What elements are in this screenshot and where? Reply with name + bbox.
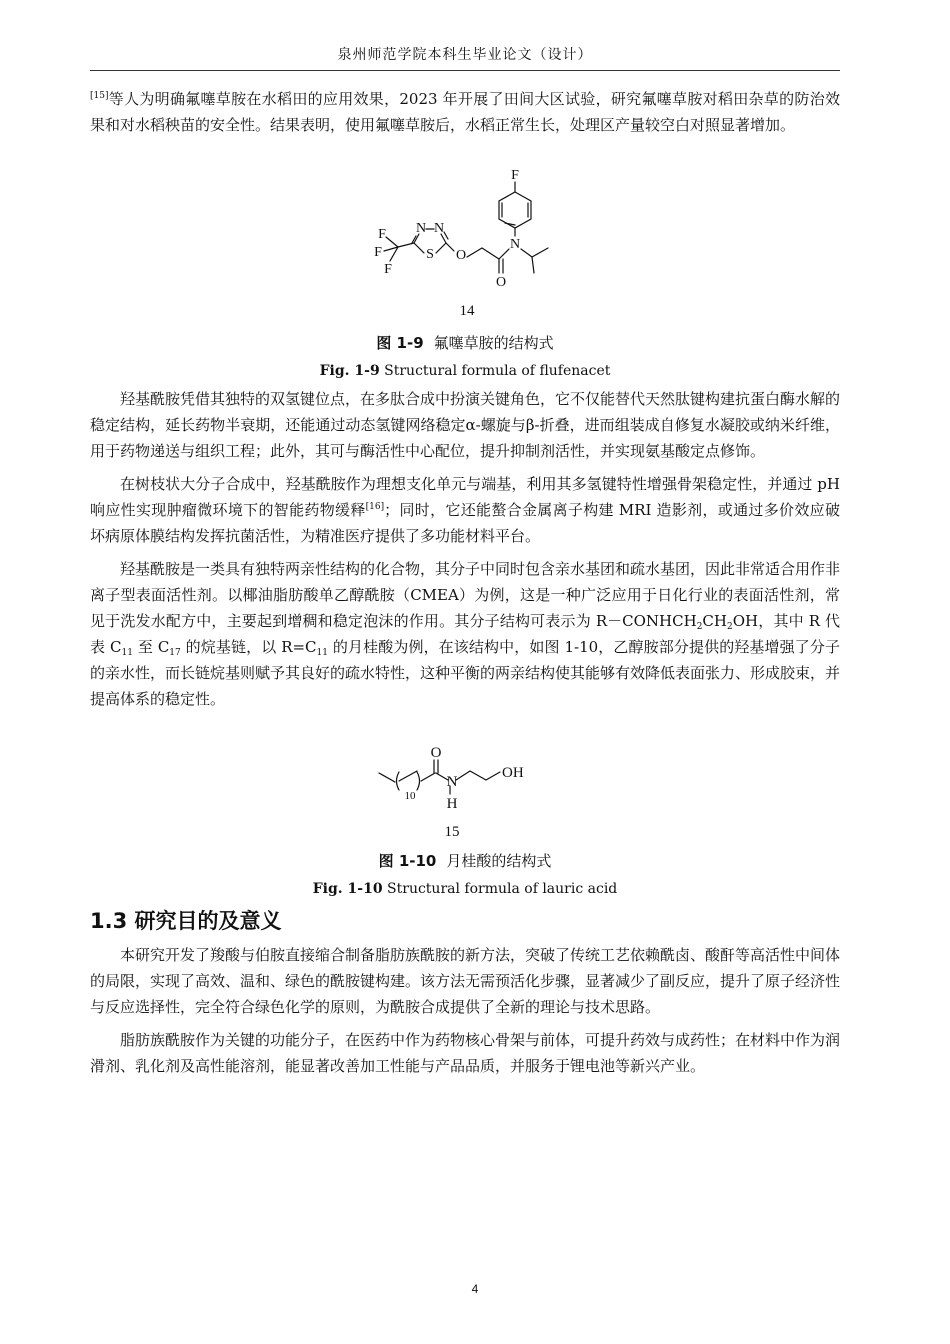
atom-f-2: F: [374, 245, 382, 260]
compound-number: 15: [444, 824, 460, 840]
section-heading: 1.3 研究目的及意义: [90, 909, 282, 933]
page-header: 泉州师范学院本科生毕业论文（设计）: [90, 44, 840, 71]
atom-h-amide: H: [446, 796, 458, 812]
citation-ref: [16]: [365, 502, 385, 512]
figure-caption-en: Fig. 1-9 Structural formula of flufenacet: [319, 363, 611, 379]
figure-label: Fig. 1-10: [312, 881, 383, 897]
atom-o-carbonyl: O: [430, 746, 442, 761]
atom-f-1: F: [378, 227, 386, 242]
atom-s-ring: S: [426, 247, 434, 262]
atom-n-amide: N: [446, 774, 458, 790]
figure-label: Fig. 1-9: [319, 363, 380, 379]
paragraph-research-method: 本研究开发了羧酸与伯胺直接缩合制备脂肪族酰胺的新方法，突破了传统工艺依赖酰卤、酸酐等高活性中间体的局限，实现了高效、温和、绿色的酰胺键构建。该方法无需预活化步骤，显著减少了副反应，提升了原子经济性与反应选择性，完全符合绿色化学的原则，为酰胺合成提供了全新的理论与技术思路。: [90, 946, 841, 1016]
atom-f-3: F: [384, 262, 392, 277]
atom-n-ring-1: N: [433, 221, 445, 236]
atom-f-para: F: [511, 168, 519, 183]
atom-n-ring-2: N: [415, 221, 427, 236]
flufenacet-structure: [340, 152, 590, 328]
figure-label: 图 1-9: [376, 334, 424, 352]
paragraph-hydroxyamide-peptide: 羟基酰胺凭借其独特的双氢键位点，在多肽合成中扮演关键角色，它不仅能替代天然肽键构建抗蛋白酶水解的稳定结构，延长药物半衰期，还能通过动态氢键网络稳定α-螺旋与β-折叠，进而组装成自修复水凝胶或纳米纤维，用于药物递送与组织工程；此外，其可与酶活性中心配位，提升抑制剂活性，并实现氨基酸定点修饰。: [90, 390, 841, 460]
group-oh: OH: [502, 765, 524, 781]
paragraph-flufenacet-trial: [15]等人为明确氟噻草胺在水稻田的应用效果，2023 年开展了田间大区试验，研究氟噻草胺对稻田杂草的防治效果和对水稻秧苗的安全性。结果表明，使用氟噻草胺后，水稻正常生长，处理区产量较空白对照显著增加。: [90, 90, 840, 134]
figure-caption-en: Fig. 1-10 Structural formula of lauric acid: [312, 881, 618, 897]
lauric-amide-structure: [375, 746, 555, 842]
figure-label: 图 1-10: [378, 852, 437, 870]
figure-caption-zh: 图 1-9 氟噻草胺的结构式: [376, 334, 554, 352]
compound-number: 14: [459, 303, 475, 319]
figure-flufenacet: [90, 152, 840, 382]
citation-ref: [15]: [90, 91, 109, 101]
main-content: [90, 86, 840, 1079]
repeat-count: 10: [404, 790, 416, 802]
figure-lauric-acid: [90, 746, 840, 900]
paragraph-applications: 脂肪族酰胺作为关键的功能分子，在医药中作为药物核心骨架与前体，可提升药效与成药性；在材料中作为润滑剂、乳化剂及高性能溶剂，能显著改善加工性能与产品品质，并服务于锂电池等新兴产业。: [90, 1031, 841, 1075]
atom-o-carbonyl: O: [495, 275, 507, 290]
figure-caption-zh: 图 1-10 月桂酸的结构式: [378, 852, 552, 870]
paragraph-dendrimer: 在树枝状大分子合成中，羟基酰胺作为理想支化单元与端基，利用其多氢键特性增强骨架稳定性，并通过 pH 响应性实现肿瘤微环境下的智能药物缓释[16]；同时，它还能螯合金属离子构建 MRI 造影剂，或通过多价效应破坏病原体膜结构发挥抗菌活性，为精准医疗提供了多功能材料平台。: [90, 475, 840, 545]
page-number: 4: [471, 1282, 479, 1296]
paragraph-surfactant: 羟基酰胺是一类具有独特两亲性结构的化合物，其分子中同时包含亲水基团和疏水基团，因此非常适合用作非离子型表面活性剂。以椰油脂肪酸单乙醇酰胺（CMEA）为例，这是一种广泛应用于日化行业的表面活性剂，常见于洗发水配方中，主要起到增稠和稳定泡沫的作用。其分子结构可表示为 $R-CONHCH_2CH_2OH$，其中 R 代表 $C_{11}$ 至 $C_{17}$ 的烷基链，以 $R=C_{11}$ 的月桂酸为例，在该结构中，如图 1-10，乙醇胺部分提供的羟基增强了分子的亲水性，而长链烷基则赋予其良好的疏水特性，这种平衡的两亲结构使其能够有效降低表面张力、形成胶束，并提高体系的稳定性。: [90, 560, 841, 708]
atom-o-ether: O: [455, 248, 467, 263]
atom-n-amide: N: [509, 237, 521, 252]
